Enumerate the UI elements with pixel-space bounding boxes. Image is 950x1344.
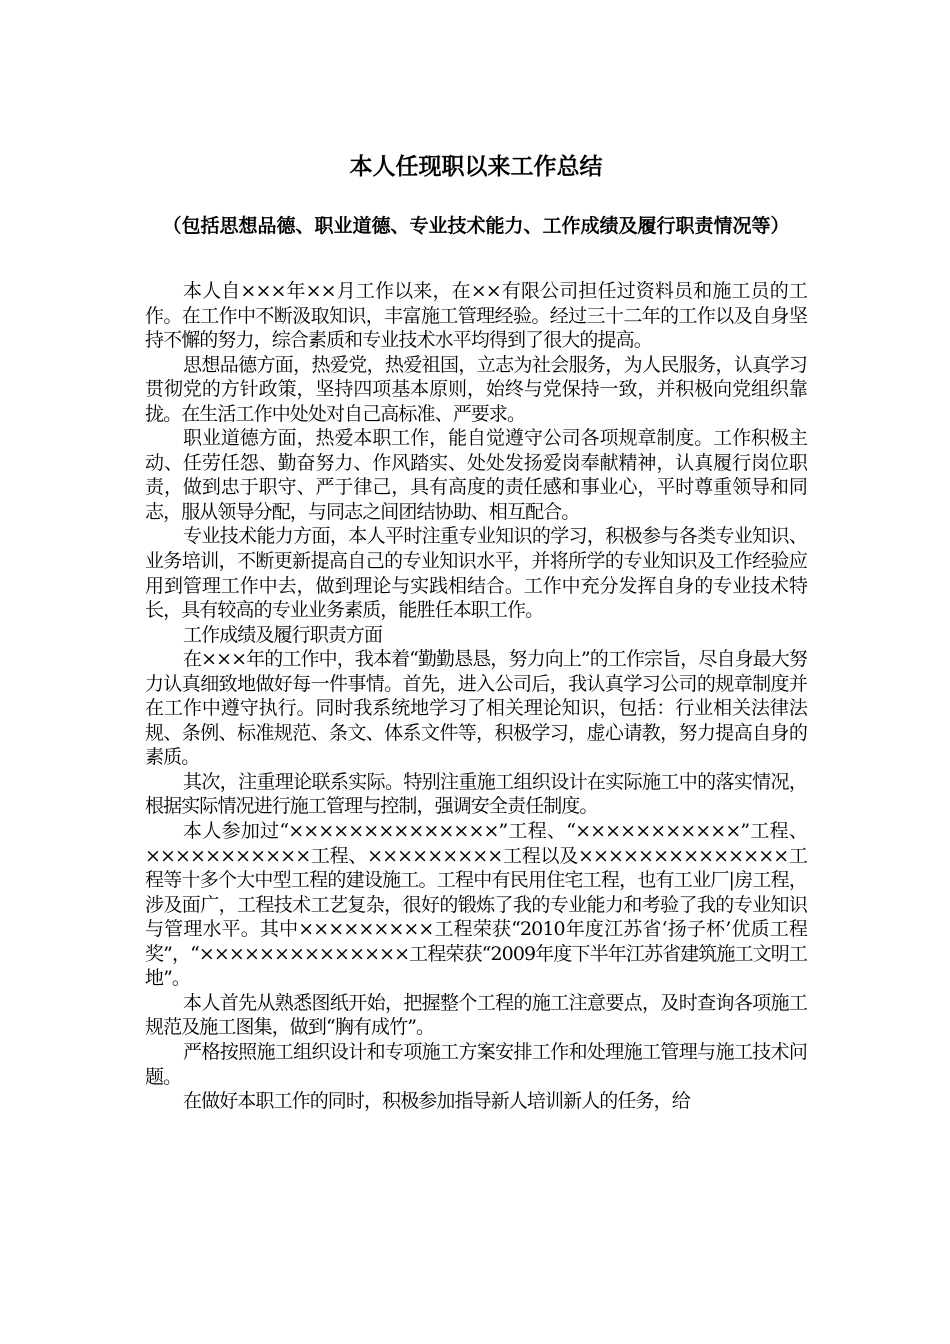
paragraph-ideology: 思想品德方面，热爱党，热爱祖国，立志为社会服务，为人民服务，认真学习贯彻党的方针政策，坚持四项基本原则，始终与党保持一致，并积极向党组织靠拢。在生活工作中处处对自己高标准、严要求。 <box>145 353 807 425</box>
document-subtitle: （包括思想品德、职业道德、专业技术能力、工作成绩及履行职责情况等） <box>162 215 790 237</box>
paragraph-construction-plan: 严格按照施工组织设计和专项施工方案安排工作和处理施工管理与施工技术问题。 <box>145 1040 807 1088</box>
paragraph-first: 在×××年的工作中，我本着“勤勤恳恳，努力向上”的工作宗旨，尽自身最大努力认真细致地做好每一件事情。首先，进入公司后，我认真学习公司的规章制度并在工作中遵守执行。同时我系统地学习了相关理论知识，包括：行业相关法律法规、条例、标准规范、条文、体系文件等，积极学习，虚心请教，努力提高自身的素质。 <box>145 648 807 769</box>
paragraph-achievements-heading: 工作成绩及履行职责方面 <box>183 623 383 646</box>
paragraph-drawings: 本人首先从熟悉图纸开始，把握整个工程的施工注意要点，及时查询各项施工规范及施工图集，做到“胸有成竹”。 <box>145 991 807 1039</box>
paragraph-projects: 本人参加过“××××××××××××××”工程、“×××××××××××”工程、×××××××××××工程、×××××××××工程以及××××××××××××××工程等十多个大中型工程的建设施工。工程中有民用住宅工程，也有工业厂|房工程，涉及面广，工程技术工艺复杂，很好的锻炼了我的专业能力和考验了我的专业知识与管理水平。其中×××××××××工程荣获“2010年度江苏省‘扬子杯’优质工程奖”，“××××××××××××××工程荣获“2009年度下半年江苏省建筑施工文明工地”。 <box>145 820 807 990</box>
document-body <box>145 279 807 1114</box>
paragraph-second: 其次，注重理论联系实际。特别注重施工组织设计在实际施工中的落实情况，根据实际情况进行施工管理与控制，强调安全责任制度。 <box>145 770 807 818</box>
paragraph-professional-ethics: 职业道德方面，热爱本职工作，能自觉遵守公司各项规章制度。工作积极主动、任劳任怨、勤奋努力、作风踏实、处处发扬爱岗奉献精神，认真履行岗位职责，做到忠于职守、严于律己，具有高度的责任感和事业心，平时尊重领导和同志，服从领导分配，与同志之间团结协助、相互配合。 <box>145 427 807 523</box>
paragraph-training: 在做好本职工作的同时，积极参加指导新人培训新人的任务，给 <box>183 1090 690 1113</box>
document-title: 本人任现职以来工作总结 <box>349 154 603 180</box>
paragraph-technical-ability: 专业技术能力方面，本人平时注重专业知识的学习，积极参与各类专业知识、业务培训，不断更新提高自己的专业知识水平，并将所学的专业知识及工作经验应用到管理工作中去，做到理论与实践相结合。工作中充分发挥自身的专业技术特长，具有较高的专业业务素质，能胜任本职工作。 <box>145 525 807 622</box>
paragraph-intro: 本人自×××年××月工作以来，在××有限公司担任过资料员和施工员的工作。在工作中不断汲取知识，丰富施工管理经验。经过三十二年的工作以及自身坚持不懈的努力，综合素质和专业技术水平均得到了很大的提高。 <box>145 280 807 352</box>
